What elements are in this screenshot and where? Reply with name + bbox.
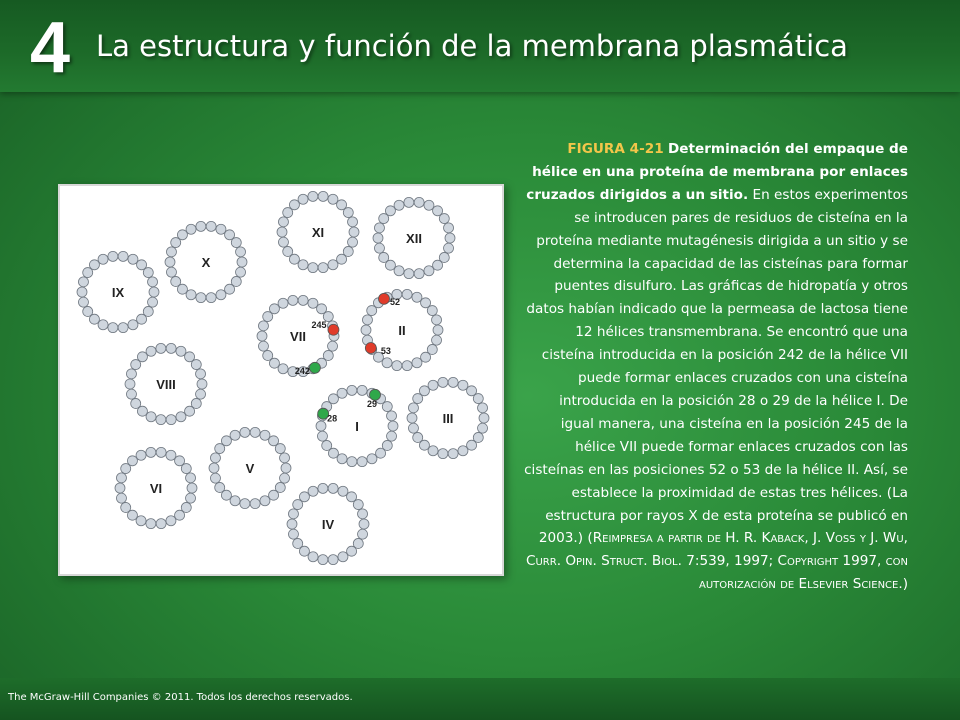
helix-diagram: [60, 186, 502, 574]
residue-bead: [424, 266, 434, 276]
residue-bead: [78, 297, 88, 307]
residue-bead: [414, 269, 424, 279]
residue-bead: [318, 483, 328, 493]
residue-bead: [385, 206, 395, 216]
residue-bead: [308, 263, 318, 273]
residue-bead: [186, 290, 196, 300]
helix-viii: [125, 343, 207, 424]
helix-vi: [115, 447, 197, 528]
residue-bead: [438, 377, 448, 387]
residue-bead: [387, 411, 397, 421]
residue-bead: [209, 463, 219, 473]
residue-bead: [348, 217, 358, 227]
residue-bead: [358, 529, 368, 539]
residue-bead: [382, 402, 392, 412]
residue-bead: [143, 268, 153, 278]
residue-bead: [392, 361, 402, 371]
residue-bead: [137, 314, 147, 324]
helix-vii: [257, 295, 339, 376]
cysteine-residue-242: [309, 362, 320, 373]
residue-bead: [478, 403, 488, 413]
residue-bead: [210, 453, 220, 463]
residue-bead: [362, 315, 372, 325]
residue-bead: [376, 448, 386, 458]
residue-bead: [379, 252, 389, 262]
residue-bead: [432, 315, 442, 325]
residue-bead: [118, 323, 128, 333]
residue-bead: [221, 436, 231, 446]
cysteine-residue-53: [365, 343, 376, 354]
residue-bead: [191, 360, 201, 370]
residue-bead: [216, 224, 226, 234]
residue-bead: [206, 221, 216, 231]
figure-caption: [522, 138, 908, 638]
residue-bead: [288, 509, 298, 519]
residue-bead: [136, 450, 146, 460]
residue-bead: [166, 343, 176, 353]
residue-bead: [131, 398, 141, 408]
residue-bead: [357, 457, 367, 467]
residue-bead: [278, 364, 288, 374]
helix-label: IX: [111, 285, 125, 300]
residue-bead: [404, 269, 414, 279]
helix-label: III: [442, 411, 454, 426]
residue-bead: [458, 380, 468, 390]
helix-iv: [287, 483, 369, 564]
residue-bead: [387, 431, 397, 441]
helix-label: II: [398, 323, 406, 338]
residue-bead: [402, 361, 412, 371]
residue-bead: [427, 306, 437, 316]
helix-ix: [77, 251, 159, 332]
residue-bead: [187, 483, 197, 493]
residue-bead: [121, 502, 131, 512]
residue-bead: [439, 214, 449, 224]
residue-bead: [281, 463, 291, 473]
residue-bead: [337, 454, 347, 464]
residue-bead: [258, 321, 268, 331]
residue-bead: [382, 358, 392, 368]
residue-bead: [146, 519, 156, 529]
residue-bead: [359, 519, 369, 529]
residue-bead: [338, 486, 348, 496]
residue-bead: [125, 379, 135, 389]
residue-bead: [127, 456, 137, 466]
residue-bead: [196, 389, 206, 399]
residue-bead: [298, 260, 308, 270]
residue-bead: [328, 394, 338, 404]
residue-bead: [197, 379, 207, 389]
residue-bead: [337, 254, 347, 264]
residue-bead: [156, 415, 166, 425]
residue-bead: [186, 224, 196, 234]
residue-number-label: 245: [311, 319, 327, 330]
residue-bead: [367, 454, 377, 464]
residue-bead: [317, 431, 327, 441]
caption-heading: Determinación del empaque de hélice en una proteína de membrana por enlaces cruzados dirigidos a un sitio.: [526, 141, 908, 203]
helix-v: [209, 427, 291, 508]
residue-bead: [89, 260, 99, 270]
residue-bead: [374, 223, 384, 233]
residue-bead: [445, 233, 455, 243]
residue-bead: [308, 298, 318, 308]
helix-ii: [361, 289, 443, 370]
residue-bead: [349, 227, 359, 237]
residue-bead: [225, 284, 235, 294]
residue-bead: [444, 223, 454, 233]
residue-bead: [237, 257, 247, 267]
residue-bead: [444, 243, 454, 253]
residue-bead: [343, 208, 353, 218]
chapter-number: 4: [29, 8, 71, 88]
residue-bead: [433, 325, 443, 335]
residue-bead: [373, 233, 383, 243]
residue-bead: [156, 343, 166, 353]
residue-bead: [216, 290, 226, 300]
residue-bead: [419, 386, 429, 396]
residue-bead: [478, 423, 488, 433]
residue-bead: [206, 293, 216, 303]
residue-bead: [186, 493, 196, 503]
residue-bead: [156, 447, 166, 457]
residue-bead: [77, 287, 87, 297]
residue-bead: [448, 449, 458, 459]
residue-bead: [116, 473, 126, 483]
residue-bead: [277, 227, 287, 237]
residue-bead: [98, 254, 108, 264]
residue-bead: [115, 483, 125, 493]
residue-bead: [288, 295, 298, 305]
residue-bead: [166, 267, 176, 277]
residue-bead: [269, 490, 279, 500]
residue-bead: [230, 430, 240, 440]
residue-number-label: 242: [294, 365, 310, 376]
residue-bead: [260, 496, 270, 506]
residue-bead: [166, 247, 176, 257]
residue-bead: [148, 277, 158, 287]
residue-bead: [428, 380, 438, 390]
residue-bead: [196, 369, 206, 379]
residue-bead: [421, 352, 431, 362]
residue-bead: [328, 341, 338, 351]
residue-bead: [83, 306, 93, 316]
residue-bead: [210, 473, 220, 483]
helix-label: I: [355, 419, 359, 434]
residue-number-label: 52: [390, 296, 401, 307]
figure-label: FIGURA 4-21: [567, 141, 664, 157]
residue-bead: [126, 369, 136, 379]
residue-bead: [230, 496, 240, 506]
residue-bead: [298, 194, 308, 204]
helix-label: VIII: [156, 377, 176, 392]
residue-bead: [116, 493, 126, 503]
copyright-notice: The McGraw-Hill Companies © 2011. Todos los derechos reservados.: [8, 692, 353, 703]
residue-bead: [432, 335, 442, 345]
residue-bead: [165, 257, 175, 267]
residue-bead: [404, 197, 414, 207]
residue-bead: [428, 446, 438, 456]
residue-bead: [146, 447, 156, 457]
residue-bead: [196, 221, 206, 231]
residue-bead: [148, 297, 158, 307]
helix-label: X: [201, 255, 211, 270]
residue-bead: [240, 499, 250, 509]
residue-bead: [181, 464, 191, 474]
helix-label: VII: [290, 329, 306, 344]
helix-label: V: [245, 461, 255, 476]
residue-bead: [250, 499, 260, 509]
helix-i: [316, 385, 398, 466]
residue-bead: [166, 516, 176, 526]
page-title: La estructura y función de la membrana plasmática: [96, 29, 848, 63]
residue-bead: [347, 457, 357, 467]
residue-bead: [318, 263, 328, 273]
residue-bead: [166, 415, 176, 425]
residue-bead: [353, 500, 363, 510]
residue-bead: [126, 389, 136, 399]
residue-bead: [394, 200, 404, 210]
residue-bead: [98, 320, 108, 330]
residue-bead: [308, 191, 318, 201]
helix-xii: [373, 197, 455, 278]
residue-bead: [438, 449, 448, 459]
residue-bead: [318, 555, 328, 565]
helix-label: XII: [406, 231, 422, 246]
residue-bead: [128, 254, 138, 264]
residue-bead: [328, 194, 338, 204]
residue-bead: [269, 304, 279, 314]
residue-bead: [293, 538, 303, 548]
residue-bead: [316, 421, 326, 431]
residue-bead: [298, 295, 308, 305]
residue-number-label: 53: [380, 346, 391, 356]
residue-number-label: 28: [327, 413, 338, 424]
residue-bead: [347, 385, 357, 395]
helix-xi: [277, 191, 359, 272]
residue-bead: [374, 243, 384, 253]
residue-number-label: 29: [367, 398, 378, 409]
residue-bead: [328, 555, 338, 565]
residue-bead: [288, 529, 298, 539]
residue-bead: [414, 197, 424, 207]
residue-bead: [185, 406, 195, 416]
residue-bead: [146, 346, 156, 356]
residue-bead: [176, 412, 186, 422]
residue-bead: [258, 341, 268, 351]
residue-bead: [236, 267, 246, 277]
residue-bead: [322, 440, 332, 450]
residue-bead: [394, 266, 404, 276]
residue-bead: [146, 412, 156, 422]
residue-bead: [278, 237, 288, 247]
residue-bead: [275, 444, 285, 454]
residue-bead: [289, 200, 299, 210]
residue-bead: [108, 251, 118, 261]
residue-bead: [283, 246, 293, 256]
residue-bead: [308, 552, 318, 562]
residue-bead: [412, 292, 422, 302]
helix-label: IV: [321, 517, 335, 532]
residue-bead: [358, 509, 368, 519]
residue-bead: [278, 298, 288, 308]
caption-closing: ): [902, 576, 908, 593]
residue-bead: [137, 352, 147, 362]
residue-bead: [348, 237, 358, 247]
residue-bead: [215, 482, 225, 492]
residue-bead: [278, 217, 288, 227]
helix-x: [165, 221, 247, 302]
residue-bead: [263, 350, 273, 360]
residue-bead: [166, 450, 176, 460]
residue-bead: [337, 388, 347, 398]
residue-bead: [424, 200, 434, 210]
residue-bead: [171, 276, 181, 286]
residue-bead: [347, 546, 357, 556]
residue-bead: [149, 287, 159, 297]
residue-bead: [287, 519, 297, 529]
residue-bead: [250, 427, 260, 437]
residue-bead: [280, 473, 290, 483]
residue-bead: [176, 346, 186, 356]
residue-bead: [156, 519, 166, 529]
residue-bead: [177, 230, 187, 240]
residue-bead: [328, 260, 338, 270]
residue-bead: [402, 289, 412, 299]
residue-bead: [408, 423, 418, 433]
residue-bead: [458, 446, 468, 456]
residue-bead: [136, 516, 146, 526]
residue-bead: [299, 492, 309, 502]
residue-bead: [260, 430, 270, 440]
residue-bead: [118, 251, 128, 261]
residue-bead: [196, 293, 206, 303]
residue-bead: [175, 510, 185, 520]
residue-bead: [433, 260, 443, 270]
residue-bead: [280, 453, 290, 463]
residue-bead: [467, 440, 477, 450]
residue-bead: [231, 238, 241, 248]
residue-bead: [318, 191, 328, 201]
residue-bead: [186, 473, 196, 483]
helix-label: VI: [149, 481, 163, 496]
residue-bead: [361, 325, 371, 335]
helix-diagram-figure: [58, 184, 504, 576]
helix-label: XI: [311, 225, 325, 240]
residue-bead: [473, 394, 483, 404]
residue-bead: [412, 358, 422, 368]
residue-bead: [479, 413, 489, 423]
caption-credit: Reimpresa a partir de H. R. Kaback, J. Voss y J. Wu, Curr. Opin. Struct. Biol. 7:539, 1997; Copyright 1997, con autorización de Elsevier Science.: [525, 530, 908, 593]
residue-bead: [413, 432, 423, 442]
residue-bead: [408, 403, 418, 413]
residue-bead: [338, 552, 348, 562]
residue-bead: [236, 247, 246, 257]
residue-bead: [108, 323, 118, 333]
residue-bead: [78, 277, 88, 287]
residue-bead: [328, 483, 338, 493]
cysteine-residue-245: [328, 324, 339, 335]
cysteine-residue-52: [379, 293, 390, 304]
residue-bead: [257, 331, 267, 341]
residue-bead: [448, 377, 458, 387]
caption-body: En estos experimentos se introducen pares de residuos de cisteína en la proteína mediante mutagénesis dirigida a un sitio y se determina la capacidad de las cisteínas para formar puentes disulfuro. Las gráficas de hidropatía y otros datos habían indicado que la permeasa de lactosa tiene 12 hélices transmembrana. Se encontró que una cisteína introducida en la posición 242 de la hélice VII puede formar enlaces cruzados con una cisteína introducida en la posición 28 o 29 de la hélice I. De igual manera, una cisteína en la posición 245 de la hélice VII puede formar enlaces cruzados con las cisteínas en las posiciones 52 o 53 de la hélice II. Así, se establece la proximidad de estas tres hélices. (La estructura por rayos X de esta proteína se publicó en 2003.) (: [524, 186, 908, 547]
residue-bead: [407, 413, 417, 423]
helix-iii: [407, 377, 489, 458]
residue-bead: [240, 427, 250, 437]
residue-bead: [357, 385, 367, 395]
residue-bead: [388, 421, 398, 431]
residue-bead: [128, 320, 138, 330]
residue-bead: [308, 486, 318, 496]
